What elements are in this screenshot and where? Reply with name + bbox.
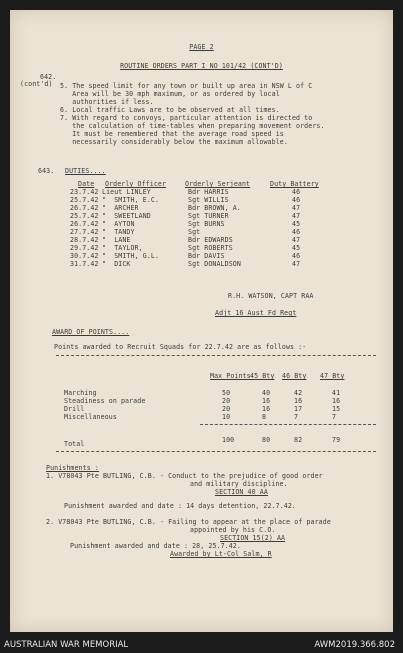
duties-header-0: Date — [78, 180, 95, 188]
award-row-value: 16 — [262, 405, 271, 413]
duty-date: 29.7.42 — [70, 244, 99, 252]
page-header: PAGE 2 — [189, 43, 214, 51]
document-page — [10, 10, 393, 632]
duty-orderly-officer: " DICK — [102, 260, 131, 268]
duty-orderly-officer: " SWEETLAND — [102, 212, 151, 220]
award-row-label: Drill — [64, 405, 85, 413]
punishment-1-award: Punishment awarded and date : 14 days detention, 22.7.42. — [64, 502, 296, 510]
punishment-2-section: SECTION 15(2) AA — [220, 534, 286, 542]
section-642-line: 5. The speed limit for any town or built up area in NSW L of C — [60, 82, 313, 90]
duty-date: 30.7.42 — [70, 252, 99, 260]
section-642-line: authorities if less. — [60, 98, 154, 106]
punishment-2-line-1: 2. V78043 Pte BUTLING, C.B. - Failing to appear at the place of parade — [46, 518, 331, 526]
award-row-value: 42 — [294, 389, 303, 397]
award-row-value: 50 — [222, 389, 231, 397]
award-total-value: 80 — [262, 436, 271, 444]
award-row-label: Marching — [64, 389, 97, 397]
award-row-label: Steadiness on parade — [64, 397, 146, 405]
duty-orderly-officer: " AYTON — [102, 220, 135, 228]
duty-battery: 46 — [292, 196, 301, 204]
punishments-title: Punishments : — [46, 464, 99, 472]
punishment-1-section: SECTION 40 AA — [215, 488, 268, 496]
award-row-value: 8 — [262, 413, 267, 421]
award-row-value: 7 — [332, 413, 337, 421]
duty-date: 26.7.42 — [70, 220, 99, 228]
award-row-value: 17 — [294, 405, 303, 413]
duty-battery: 46 — [292, 188, 301, 196]
duty-orderly-serjeant: Sgt BURNS — [188, 220, 225, 228]
duty-battery: 45 — [292, 244, 301, 252]
duty-orderly-officer: " LANE — [102, 236, 131, 244]
award-header-2: 46 Bty — [282, 372, 307, 380]
punishment-2-line-2: appointed by his C.O. — [190, 526, 276, 534]
award-row-value: 20 — [222, 405, 231, 413]
duty-orderly-officer: " SMITH, G.L. — [102, 252, 159, 260]
duties-header-2: Orderly Serjeant — [185, 180, 251, 188]
duty-battery: 45 — [292, 220, 301, 228]
duty-orderly-serjeant: Sgt WILLIS — [188, 196, 229, 204]
section-642-line: 7. With regard to convoys, particular attention is directed to — [60, 114, 313, 122]
section-643-title: DUTIES.... — [65, 167, 106, 175]
signature-role: Adjt 16 Aust Fd Regt — [215, 309, 297, 317]
duty-battery: 47 — [292, 212, 301, 220]
award-rule-subtotal — [200, 424, 376, 425]
duty-date: 25.7.42 — [70, 196, 99, 204]
duty-date: 31.7.42 — [70, 260, 99, 268]
duty-orderly-serjeant: Bdr HARRIS — [188, 188, 229, 196]
footer-accession-number: AWM2019.366.802 — [314, 640, 395, 650]
duty-battery: 46 — [292, 252, 301, 260]
duty-orderly-serjeant: Sgt ROBERTS — [188, 244, 233, 252]
duty-orderly-serjeant: Bdr BROWN, A. — [188, 204, 241, 212]
award-total-value: 79 — [332, 436, 341, 444]
punishment-1-line-1: 1. V78043 Pte BUTLING, C.B. - Conduct to the prejudice of good order — [46, 472, 323, 480]
award-rule-bottom — [56, 451, 376, 452]
duty-battery: 47 — [292, 260, 301, 268]
duties-header-3: Duty Battery — [270, 180, 319, 188]
award-total-label: Total — [64, 440, 85, 448]
duty-orderly-officer: Lieut LINLEY — [102, 188, 151, 196]
award-row-value: 16 — [294, 397, 303, 405]
award-row-value: 16 — [262, 397, 271, 405]
award-total-value: 82 — [294, 436, 303, 444]
duty-orderly-officer: " SMITH, E.C. — [102, 196, 159, 204]
section-643-number: 643. — [38, 167, 55, 175]
section-642-cont: (cont'd) — [20, 80, 53, 88]
award-intro: Points awarded to Recruit Squads for 22.7.42 are as follows :- — [54, 343, 307, 351]
award-row-value: 20 — [222, 397, 231, 405]
duty-date: 25.7.42 — [70, 212, 99, 220]
duty-orderly-serjeant: Sgt — [188, 228, 201, 236]
punishment-2-awarded-by: Awarded by Lt-Col Salm, R — [170, 550, 272, 558]
signature-name: R.H. WATSON, CAPT RAA — [228, 292, 314, 300]
section-642-line: Area will be 30 mph maximum, or as ordered by local — [60, 90, 280, 98]
award-row-value: 15 — [332, 405, 341, 413]
duty-date: 27.7.42 — [70, 228, 99, 236]
duty-orderly-serjeant: Sgt TURNER — [188, 212, 229, 220]
duties-header-1: Orderly Officer — [105, 180, 167, 188]
duty-orderly-officer: " ARCHER — [102, 204, 139, 212]
award-row-value: 10 — [222, 413, 231, 421]
award-title: AWARD OF POINTS.... — [52, 328, 130, 336]
award-row-value: 41 — [332, 389, 341, 397]
duty-orderly-serjeant: Bdr EDWARDS — [188, 236, 233, 244]
section-642-line: It must be remembered that the average road speed is — [60, 130, 284, 138]
award-header-3: 47 Bty — [320, 372, 345, 380]
section-642-line: necessarily considerably below the maximum allowable. — [60, 138, 288, 146]
duty-battery: 46 — [292, 228, 301, 236]
award-row-value: 7 — [294, 413, 299, 421]
duty-date: 28.7.42 — [70, 236, 99, 244]
document-title: ROUTINE ORDERS PART I NO 101/42 (CONT'D) — [120, 62, 283, 70]
punishment-2-award: Punishment awarded and date : 28, 25.7.42. — [70, 542, 241, 550]
award-total-value: 100 — [222, 436, 235, 444]
footer-bar — [0, 637, 403, 653]
award-header-0: Max Points — [210, 372, 251, 380]
duty-orderly-serjeant: Bdr DAVIS — [188, 252, 225, 260]
award-row-value: 40 — [262, 389, 271, 397]
duty-battery: 47 — [292, 204, 301, 212]
punishment-1-line-2: and military discipline. — [190, 480, 288, 488]
duty-orderly-serjeant: Sgt DONALDSON — [188, 260, 241, 268]
section-642-line: 6. Local traffic Laws are to be observed at all times. — [60, 106, 280, 114]
duty-orderly-officer: " TANDY — [102, 228, 135, 236]
award-header-1: 45 Bty — [250, 372, 275, 380]
section-642-line: the calculation of time-tables when preparing movement orders. — [60, 122, 325, 130]
footer-credit: AUSTRALIAN WAR MEMORIAL — [4, 640, 129, 650]
duty-date: 26.7.42 — [70, 204, 99, 212]
award-row-value: 16 — [332, 397, 341, 405]
award-rule-top — [56, 355, 376, 356]
award-row-label: Miscellaneous — [64, 413, 117, 421]
section-642-number: 642. — [40, 73, 57, 81]
duty-date: 23.7.42 — [70, 188, 99, 196]
duty-orderly-officer: " TAYLOR, — [102, 244, 143, 252]
duty-battery: 47 — [292, 236, 301, 244]
